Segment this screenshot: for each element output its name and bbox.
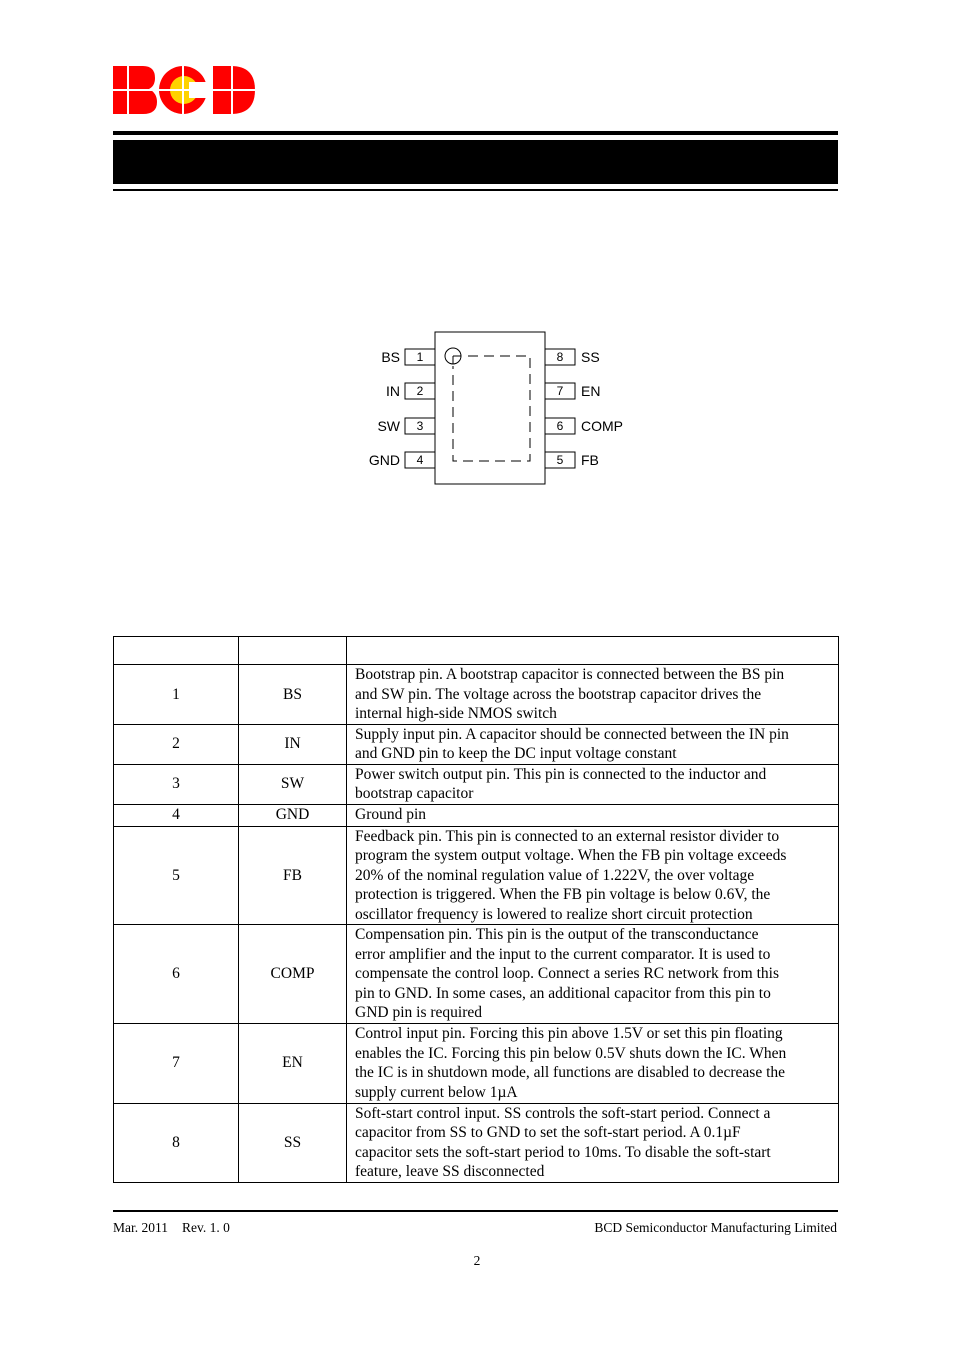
header-rule-bottom [113, 189, 838, 191]
table-row [114, 1103, 839, 1182]
right-pin-5 [545, 452, 599, 468]
left-pin-3 [377, 418, 435, 434]
pin-number: 5 [556, 453, 564, 467]
header-rule-top [113, 131, 838, 135]
pin-number: 3 [416, 419, 424, 433]
pin-label: BS [381, 349, 400, 365]
pin-number-cell: 1 [114, 665, 239, 725]
function-cell: Ground pin [347, 804, 839, 826]
left-pin-1 [381, 349, 435, 365]
right-pin-7 [545, 383, 600, 399]
header-pin-name [239, 637, 347, 665]
footer-company: BCD Semiconductor Manufacturing Limited [594, 1220, 837, 1235]
pin-number-cell: 7 [114, 1023, 239, 1103]
bcd-logo [113, 64, 255, 116]
pin-name-cell: BS [239, 665, 347, 725]
function-cell: Compensation pin. This pin is the output of the transconductance error amplifier and the input to the current comparator. It is used to compensate the control loop. Connect a series RC network from this pin to GND. In some cases, an additional capacitor from this pin to GND pin is required [347, 925, 839, 1024]
page-number: 2 [473, 1253, 481, 1268]
pin-label: GND [368, 452, 400, 468]
function-cell: Power switch output pin. This pin is connected to the inductor and bootstrap capacitor [347, 764, 839, 804]
table-row [114, 826, 839, 925]
right-pin-8 [545, 349, 600, 365]
pin-number: 2 [416, 384, 424, 398]
table-row [114, 665, 839, 725]
function-cell: Supply input pin. A capacitor should be connected between the IN pin and GND pin to keep the DC input voltage constant [347, 724, 839, 764]
pin-name-cell: COMP [239, 925, 347, 1024]
pin-number: 7 [556, 384, 564, 398]
left-pin-4 [369, 452, 435, 468]
function-cell: Bootstrap pin. A bootstrap capacitor is connected between the BS pin and SW pin. The voltage across the bootstrap capacitor drives the internal high-side NMOS switch [347, 665, 839, 725]
footer-rule [113, 1210, 838, 1212]
pin-name-cell: EN [239, 1023, 347, 1103]
table-row [114, 925, 839, 1024]
pin-label: FB [581, 452, 599, 468]
pin-label: SS [581, 349, 600, 365]
table-row [114, 804, 839, 826]
pin-configuration-diagram [360, 328, 650, 493]
pin-number-cell: 8 [114, 1103, 239, 1182]
header-pin-number [114, 637, 239, 665]
pin-description-table [113, 636, 839, 1183]
pin-number-cell: 4 [114, 804, 239, 826]
pin-name-cell: GND [239, 804, 347, 826]
header-function [347, 637, 839, 665]
table-row [114, 764, 839, 804]
function-cell: Feedback pin. This pin is connected to an external resistor divider to program the system output voltage. When the FB pin voltage exceeds 20% of the nominal regulation value of 1.222V, the over voltage protection is triggered. When the FB pin voltage is below 0.6V, the oscillator frequency is lowered to realize short circuit protection [347, 826, 839, 925]
pin-name-cell: SS [239, 1103, 347, 1182]
pin-number: 6 [556, 419, 564, 433]
pin-name-cell: SW [239, 764, 347, 804]
pin-name-cell: IN [239, 724, 347, 764]
title-bar [113, 140, 838, 184]
table-row [114, 724, 839, 764]
pin-number-cell: 5 [114, 826, 239, 925]
function-cell: Soft-start control input. SS controls the soft-start period. Connect a capacitor from SS to GND to set the soft-start period. A 0.1µF capacitor sets the soft-start period to 10ms. To disable the soft-start feature, leave SS disconnected [347, 1103, 839, 1182]
footer-date: Mar. 2011 [113, 1220, 168, 1235]
pin-label: COMP [581, 418, 623, 434]
pin-number-cell: 2 [114, 724, 239, 764]
pin-number: 1 [416, 350, 424, 364]
pin-number: 8 [556, 350, 564, 364]
table-row [114, 1023, 839, 1103]
footer-revision: Rev. 1. 0 [182, 1220, 230, 1235]
function-cell: Control input pin. Forcing this pin above 1.5V or set this pin floating enables the IC. Forcing this pin below 0.5V shuts down the IC. When the IC is in shutdown mode, all functions are disabled to decrease the supply current below 1µA [347, 1023, 839, 1103]
left-pin-2 [386, 383, 435, 399]
table-header-row [114, 637, 839, 665]
right-pin-6 [545, 418, 623, 434]
pin-label: SW [377, 418, 400, 434]
pin-label: EN [581, 383, 601, 399]
pin-number: 4 [416, 453, 424, 467]
pin-name-cell: FB [239, 826, 347, 925]
pin-number-cell: 3 [114, 764, 239, 804]
pin-label: IN [386, 383, 400, 399]
footer-revision-info [113, 1220, 230, 1236]
pin-number-cell: 6 [114, 925, 239, 1024]
